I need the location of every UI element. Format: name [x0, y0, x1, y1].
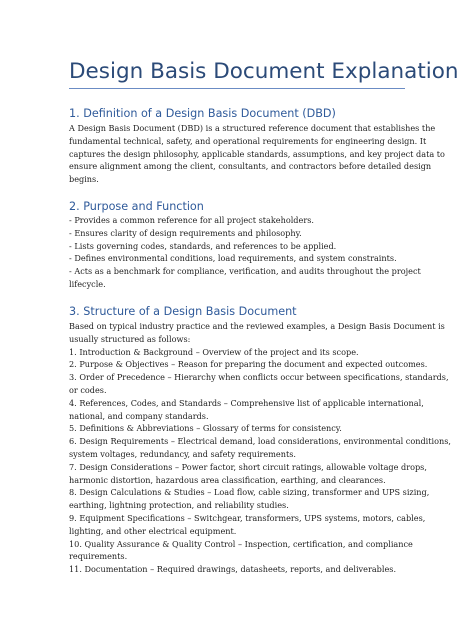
bullet-line: lifecycle.	[69, 278, 106, 289]
bullet-line: - Defines environmental conditions, load requirements, and system constraints.	[69, 253, 397, 264]
paragraph-line: ensure alignment among the client, consultants, and contractors before detailed design	[69, 161, 432, 172]
list-item-line: 6. Design Requirements – Electrical demand, load considerations, environmental conditions,	[69, 436, 451, 447]
bullet-line: - Provides a common reference for all project stakeholders.	[69, 215, 314, 225]
paragraph-line: usually structured as follows:	[69, 333, 191, 344]
list-item-line: harmonic distortion, hazardous area classification, earthing, and clearances.	[69, 474, 386, 485]
paragraph-line: Based on typical industry practice and the reviewed examples, a Design Basis Document is	[69, 321, 445, 331]
list-item-line: national, and company standards.	[69, 410, 209, 421]
paragraph-line: captures the design philosophy, applicable standards, assumptions, and key project data to	[69, 148, 445, 159]
list-item-line: 2. Purpose & Objectives – Reason for preparing the document and expected outcomes.	[69, 359, 428, 370]
section-body-definition	[69, 122, 445, 186]
list-item-line: 4. References, Codes, and Standards – Comprehensive list of applicable international,	[69, 397, 424, 408]
list-item-line: or codes.	[69, 384, 107, 395]
paragraph-line: A Design Basis Document (DBD) is a structured reference document that establishes the	[69, 123, 436, 133]
list-item-line: 3. Order of Precedence – Hierarchy when conflicts occur between specifications, standards,	[69, 372, 449, 383]
list-item-line: 5. Definitions & Abbreviations – Glossary of terms for consistency.	[69, 423, 342, 434]
list-item-line: 1. Introduction & Background – Overview of the project and its scope.	[69, 346, 359, 357]
title-underline	[69, 88, 405, 89]
list-item-line: earthing, lightning protection, and reliability studies.	[69, 500, 289, 511]
section-body-structure	[69, 320, 451, 576]
section-heading-definition: 1. Definition of a Design Basis Document (DBD)	[69, 107, 336, 120]
bullet-line: - Acts as a benchmark for compliance, verification, and audits throughout the project	[69, 266, 421, 277]
list-item-line: 11. Documentation – Required drawings, datasheets, reports, and deliverables.	[69, 564, 397, 575]
bullet-line: - Ensures clarity of design requirements and philosophy.	[69, 227, 302, 238]
document-title: Design Basis Document Explanation	[69, 59, 459, 84]
list-item-line: 10. Quality Assurance & Quality Control – Inspection, certification, and compliance	[69, 538, 413, 549]
paragraph-line: begins.	[69, 174, 99, 185]
list-item-line: system voltages, redundancy, and safety requirements.	[69, 448, 296, 459]
list-item-line: 7. Design Considerations – Power factor, short circuit ratings, allowable voltage drops,	[69, 461, 427, 472]
list-item-line: lighting, and other electrical equipment.	[69, 525, 237, 536]
paragraph-line: fundamental technical, safety, and operational requirements for engineering design. It	[69, 135, 427, 146]
bullet-line: - Lists governing codes, standards, and references to be applied.	[69, 240, 337, 251]
section-heading-structure: 3. Structure of a Design Basis Document	[69, 305, 297, 318]
list-item-line: requirements.	[69, 551, 128, 562]
list-item-line: 9. Equipment Specifications – Switchgear, transformers, UPS systems, motors, cables,	[69, 512, 426, 523]
section-heading-purpose: 2. Purpose and Function	[69, 200, 204, 213]
list-item-line: 8. Design Calculations & Studies – Load flow, cable sizing, transformer and UPS sizing,	[69, 487, 430, 498]
section-body-purpose	[69, 214, 421, 291]
